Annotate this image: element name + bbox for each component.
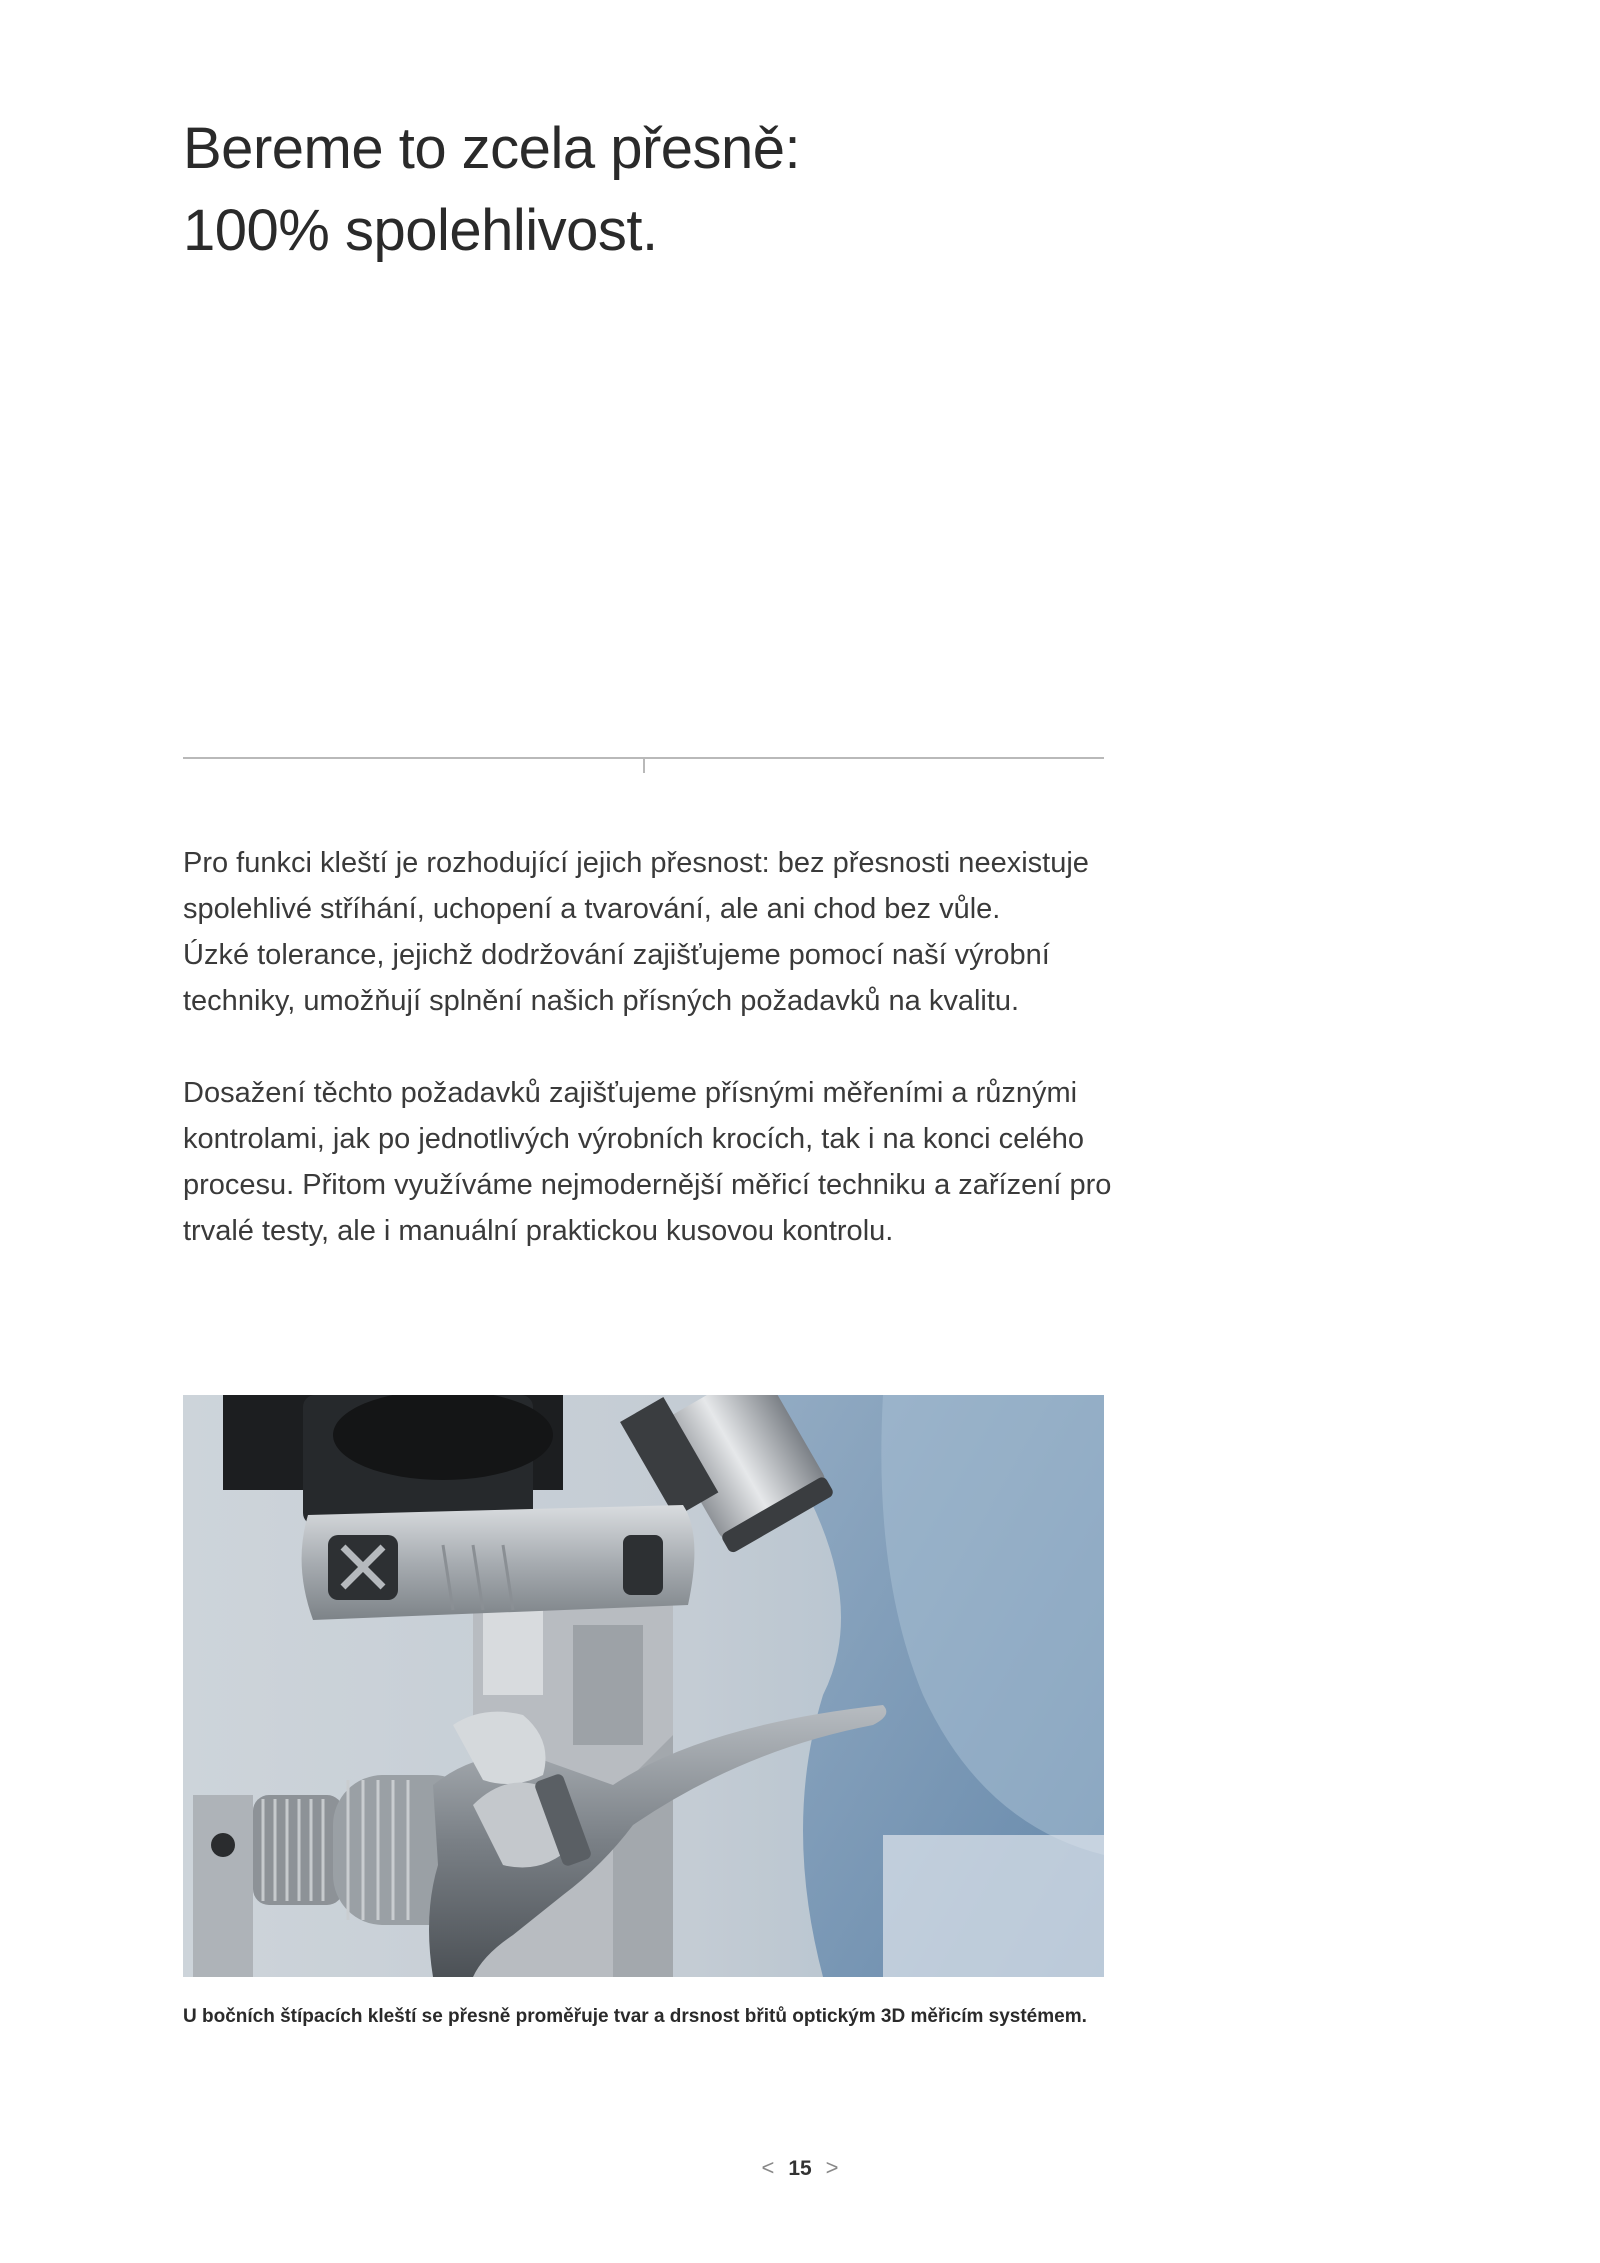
measurement-photo [183,1395,1104,1977]
paragraph-line: Pro funkci kleští je rozhodující jejich přesnost: bez přesnosti neexistuje [183,847,1089,879]
paragraph-line: spolehlivé stříhání, uchopení a tvarování, ale ani chod bez vůle. [183,893,1001,925]
page-number-value: 15 [788,2157,812,2180]
photo-caption: U bočních štípacích kleští se přesně proměřuje tvar a drsnost břitů optickým 3D měřicím systémem. [183,2006,1087,2027]
paragraph-line: techniky, umožňují splnění našich přísných požadavků na kvalitu. [183,985,1020,1017]
paragraph-line: Úzké tolerance, jejichž dodržování zajišťujeme pomocí naší výrobní [183,939,1050,971]
page-number [0,2155,1600,2181]
next-page-arrow[interactable]: > [825,2155,839,2180]
prev-page-arrow[interactable]: < [761,2155,775,2180]
page-heading [183,108,1183,272]
measurement-photo-illustration [183,1395,1104,1977]
heading-line-1: Bereme to zcela přesně: [183,116,801,181]
paragraph-testing [183,1070,1112,1254]
divider-tick-mark [643,757,645,773]
paragraph-line: procesu. Přitom využíváme nejmodernější měřicí techniku a zařízení pro [183,1169,1112,1201]
heading-line-2: 100% spolehlivost. [183,198,658,263]
paragraph-line: Dosažení těchto požadavků zajišťujeme přísnými měřeními a různými [183,1077,1078,1109]
paragraph-line: trvalé testy, ale i manuální praktickou kusovou kontrolu. [183,1215,894,1247]
paragraph-line: kontrolami, jak po jednotlivých výrobních krocích, tak i na konci celého [183,1123,1085,1155]
paragraph-precision [183,840,1089,1024]
